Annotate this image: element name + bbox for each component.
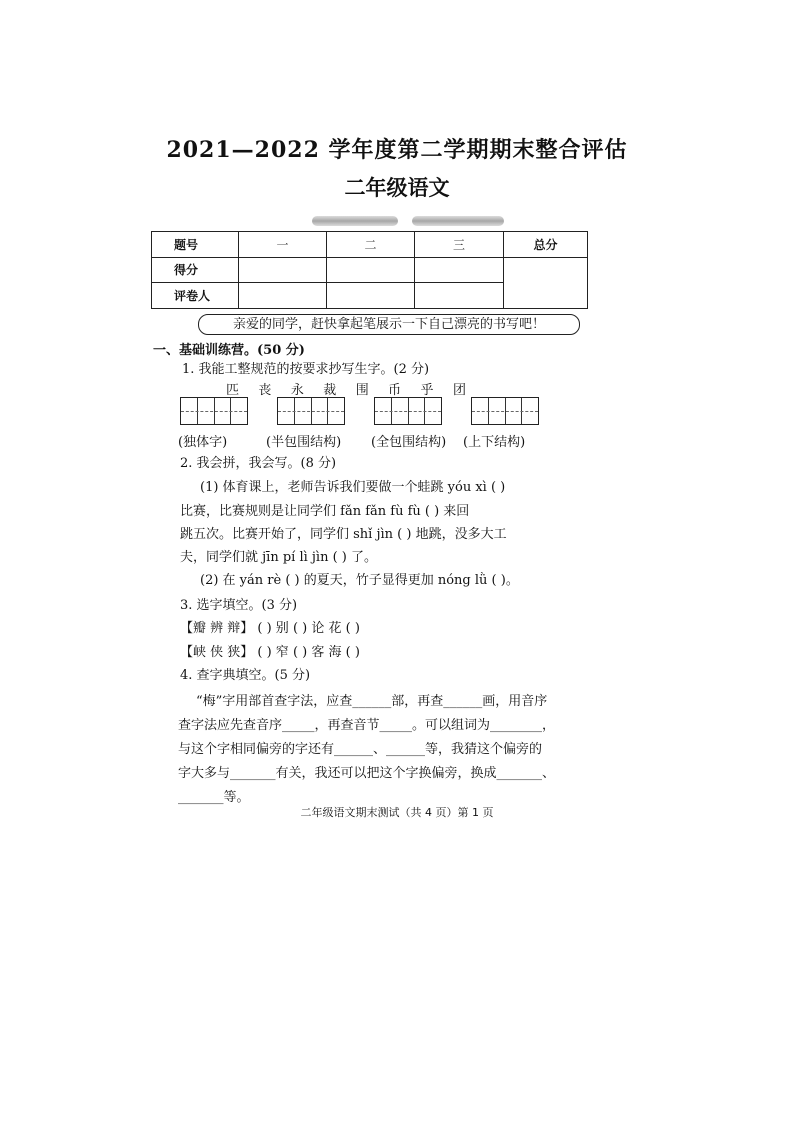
question-line: 比赛，比赛规则是让同学们 fǎn fǎn fù fù ( ) 来回 xyxy=(180,504,470,519)
grid-caption: (上下结构) xyxy=(463,435,526,450)
scan-smudge xyxy=(312,216,398,226)
table-cell: 得分 xyxy=(152,257,239,283)
question-line: 跳五次。比赛开始了，同学们 shǐ jìn ( ) 地跳，没多大工 xyxy=(180,527,507,542)
page-title: 2021—2022 学年度第二学期期末整合评估 xyxy=(166,137,628,163)
score-table xyxy=(151,231,588,309)
scan-smudge xyxy=(412,216,504,226)
question-line: 【瓣 辨 辩】 ( ) 别 ( ) 论 花 ( ) xyxy=(180,621,360,636)
character: 丧 xyxy=(258,383,272,398)
question-line: 查字法应先查音序_____，再查音节_____。可以组词为________， xyxy=(178,718,556,733)
question-prompt: 1. 我能工整规范的按要求抄写生字。(2 分) xyxy=(182,362,430,377)
writing-grid[interactable] xyxy=(471,397,539,425)
table-cell: 总分 xyxy=(504,232,588,258)
section-heading: 一、基础训练营。(50 分) xyxy=(153,343,305,358)
table-cell: 二 xyxy=(327,232,415,258)
score-cell[interactable] xyxy=(415,257,504,283)
question-line: 【峡 侠 狭】 ( ) 窄 ( ) 客 海 ( ) xyxy=(180,645,360,660)
grader-cell[interactable] xyxy=(415,283,504,309)
character: 匹 xyxy=(226,383,240,398)
page-subtitle: 二年级语文 xyxy=(344,175,450,200)
table-cell: 评卷人 xyxy=(152,283,239,309)
grader-cell[interactable] xyxy=(239,283,327,309)
character: 团 xyxy=(452,383,466,398)
question-prompt: 4. 查字典填空。(5 分) xyxy=(180,668,311,683)
grid-caption: (全包围结构) xyxy=(371,435,447,450)
writing-grid[interactable] xyxy=(180,397,248,425)
score-cell[interactable] xyxy=(239,257,327,283)
character: 永 xyxy=(290,383,304,398)
character: 乎 xyxy=(420,383,434,398)
character-list xyxy=(226,379,466,398)
question-prompt: 3. 选字填空。(3 分) xyxy=(180,598,298,613)
table-row xyxy=(152,232,588,258)
encouragement-banner: 亲爱的同学，赶快拿起笔展示一下自己漂亮的书写吧！ xyxy=(198,314,580,335)
question-line: 与这个字相同偏旁的字还有______、______等，我猜这个偏旁的 xyxy=(178,742,543,757)
writing-grid[interactable] xyxy=(374,397,442,425)
question-line: _______等。 xyxy=(178,790,250,805)
grid-caption: (独体字) xyxy=(178,435,228,450)
table-cell: 题号 xyxy=(152,232,239,258)
writing-grid[interactable] xyxy=(277,397,345,425)
total-score-cell[interactable] xyxy=(504,257,588,308)
grader-cell[interactable] xyxy=(327,283,415,309)
character: 币 xyxy=(388,383,402,398)
character: 围 xyxy=(355,383,369,398)
question-line: 字大多与_______有关，我还可以把这个字换偏旁，换成_______、 xyxy=(178,766,556,781)
table-cell: 一 xyxy=(239,232,327,258)
score-cell[interactable] xyxy=(327,257,415,283)
page-footer: 二年级语文期末测试（共 4 页）第 1 页 xyxy=(300,806,494,819)
question-line: (1) 体育课上，老师告诉我们要做一个蛙跳 yóu xì ( ) xyxy=(200,480,506,495)
table-row xyxy=(152,257,588,283)
question-line: (2) 在 yán rè ( ) 的夏天，竹子显得更加 nóng lǜ ( )。 xyxy=(200,573,519,588)
grid-caption: (半包围结构) xyxy=(266,435,342,450)
question-line: 夫，同学们就 jīn pí lì jìn ( ) 了。 xyxy=(180,550,377,565)
character: 裁 xyxy=(323,383,337,398)
table-cell: 三 xyxy=(415,232,504,258)
question-line: “梅”字用部首查字法，应查______部，再查______画，用音序 xyxy=(196,694,548,709)
question-prompt: 2. 我会拼，我会写。(8 分) xyxy=(180,456,337,471)
